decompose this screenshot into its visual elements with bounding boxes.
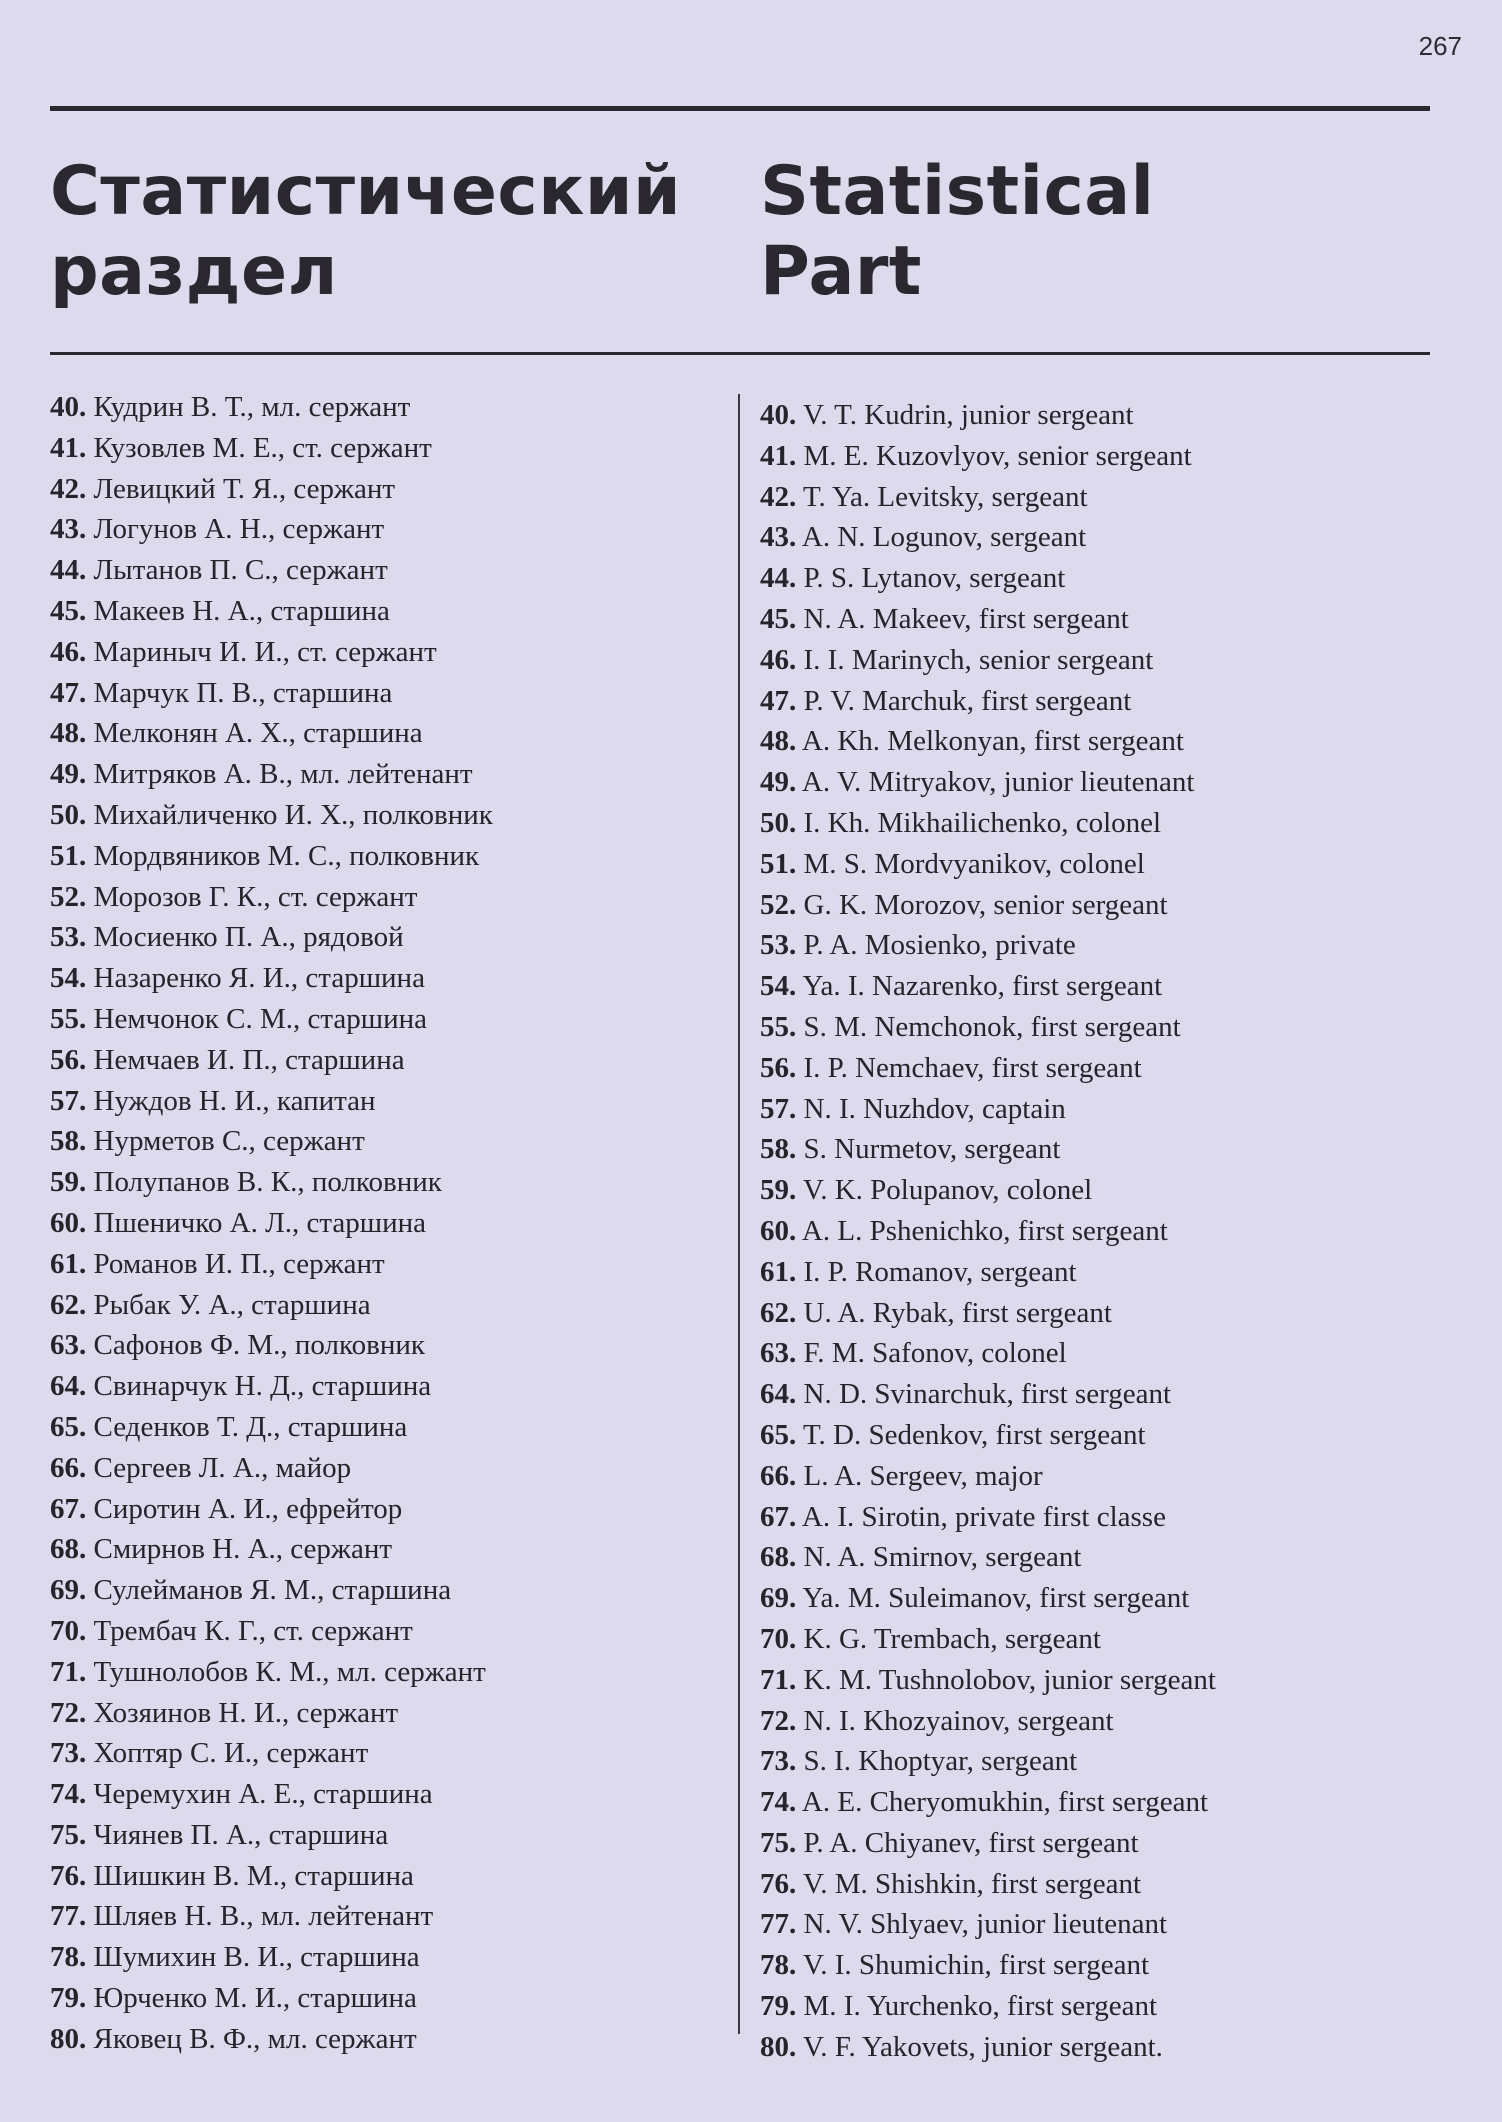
entry-number: 74. [50, 1778, 87, 1811]
entry-number: 64. [760, 1378, 797, 1411]
entry-number: 40. [50, 391, 87, 423]
heading-russian-line2: раздел [50, 232, 338, 311]
list-item [760, 1333, 1216, 1374]
entry-name: P. S. Lytanov, sergeant [803, 562, 1066, 595]
list-item [760, 1456, 1216, 1497]
list-item [50, 428, 493, 469]
list-item [50, 1652, 493, 1693]
list-item [760, 966, 1216, 1007]
list-item [760, 640, 1216, 681]
list-item [50, 1162, 493, 1203]
entry-name: Немчонок С. М., старшина [93, 1002, 427, 1035]
entry-name: P. V. Marchuk, first sergeant [803, 684, 1132, 717]
entry-name: P. A. Mosienko, private [803, 929, 1076, 962]
list-item [760, 885, 1216, 926]
entry-name: N. V. Shlyaev, junior lieutenant [803, 1908, 1168, 1941]
entry-number: 78. [760, 1949, 797, 1982]
list-item [760, 925, 1216, 966]
list-item [760, 558, 1216, 599]
list-item [760, 721, 1216, 762]
entry-number: 72. [760, 1704, 797, 1737]
list-item [760, 1782, 1216, 1823]
list-item [760, 2027, 1216, 2068]
entry-number: 57. [760, 1092, 797, 1125]
entry-name: U. A. Rybak, first sergeant [803, 1296, 1112, 1329]
entry-number: 60. [760, 1214, 797, 1247]
list-item [760, 1619, 1216, 1660]
list-item [760, 1578, 1216, 1619]
entry-name: A. E. Cheryomukhin, first sergeant [801, 1786, 1209, 1819]
list-item [50, 550, 493, 591]
list-item [760, 1374, 1216, 1415]
list-item [760, 1986, 1216, 2027]
entry-number: 43. [50, 513, 87, 546]
list-item [50, 713, 493, 754]
entry-name: Яковец В. Ф., мл. сержант [93, 2022, 417, 2055]
entry-number: 46. [760, 643, 797, 676]
entry-name: N. A. Smirnov, sergeant [803, 1541, 1082, 1574]
entry-number: 79. [50, 1982, 87, 2015]
entry-number: 43. [760, 521, 797, 554]
list-item [50, 591, 493, 632]
entry-name: Рыбак У. А., старшина [93, 1288, 371, 1321]
entry-name: A. V. Mitryakov, junior lieutenant [801, 766, 1195, 799]
entry-name: Мосиенко П. А., рядовой [93, 921, 404, 954]
entry-number: 40. [760, 399, 797, 431]
heading-english [760, 152, 1154, 312]
entry-name: V. I. Shumichin, first sergeant [802, 1949, 1150, 1982]
entry-number: 44. [760, 562, 797, 595]
heading-bottom-rule [50, 352, 1430, 355]
entry-number: 67. [760, 1500, 797, 1533]
entry-name: Кузовлев М. Е., ст. сержант [93, 431, 432, 464]
entry-number: 63. [760, 1337, 797, 1370]
list-item [50, 1815, 493, 1856]
entry-number: 80. [50, 2022, 87, 2055]
entry-name: Романов И. П., сержант [93, 1247, 385, 1280]
list-item [50, 1570, 493, 1611]
list-item [50, 387, 493, 428]
entry-number: 52. [760, 888, 797, 921]
entry-number: 45. [760, 602, 797, 635]
entry-number: 58. [50, 1125, 87, 1158]
entry-number: 55. [50, 1002, 87, 1035]
entry-name: Хоптяр С. И., сержант [93, 1737, 369, 1770]
entry-number: 68. [760, 1541, 797, 1574]
list-item [760, 1007, 1216, 1048]
list-item [50, 877, 493, 918]
entry-name: Немчаев И. П., старшина [93, 1043, 405, 1076]
entry-name: I. P. Nemchaev, first sergeant [803, 1051, 1142, 1084]
entry-name: I. P. Romanov, sergeant [803, 1255, 1077, 1288]
entry-number: 50. [50, 798, 87, 831]
list-item [760, 1904, 1216, 1945]
entry-number: 72. [50, 1696, 87, 1729]
entry-name: Кудрин В. Т., мл. сержант [93, 391, 411, 423]
entry-number: 46. [50, 635, 87, 668]
entry-number: 59. [50, 1166, 87, 1199]
entry-number: 61. [760, 1255, 797, 1288]
entry-number: 65. [760, 1418, 797, 1451]
entry-number: 65. [50, 1410, 87, 1443]
heading-russian-line1: Статистический [50, 152, 682, 231]
entry-name: Юрченко М. И., старшина [93, 1982, 417, 2015]
entry-number: 69. [760, 1582, 797, 1615]
entry-number: 42. [760, 480, 797, 513]
entry-number: 49. [50, 758, 87, 791]
entry-name: A. L. Pshenichko, first sergeant [801, 1214, 1168, 1247]
entry-name: Макеев Н. А., старшина [93, 594, 390, 627]
entry-name: Ya. M. Suleimanov, first sergeant [802, 1582, 1190, 1615]
entry-name: N. A. Makeev, first sergeant [803, 602, 1129, 635]
entry-name: S. Nurmetov, sergeant [803, 1133, 1061, 1166]
list-item [50, 836, 493, 877]
russian-name-list [50, 387, 493, 2060]
entry-name: Сафонов Ф. М., полковник [93, 1329, 425, 1362]
entry-name: K. M. Tushnolobov, junior sergeant [803, 1663, 1216, 1696]
english-name-list [760, 395, 1216, 2068]
entry-name: N. I. Khozyainov, sergeant [803, 1704, 1114, 1737]
entry-number: 59. [760, 1174, 797, 1207]
list-item [760, 844, 1216, 885]
list-item [760, 681, 1216, 722]
list-item [760, 1823, 1216, 1864]
entry-name: Черемухин А. Е., старшина [93, 1778, 433, 1811]
entry-number: 44. [50, 554, 87, 587]
entry-name: Логунов А. Н., сержант [93, 513, 385, 546]
entry-name: Шишкин В. М., старшина [93, 1859, 414, 1892]
entry-number: 60. [50, 1206, 87, 1239]
entry-number: 57. [50, 1084, 87, 1117]
entry-number: 42. [50, 472, 87, 505]
list-item [50, 1121, 493, 1162]
list-item [760, 1497, 1216, 1538]
list-item [50, 1774, 493, 1815]
list-item [50, 469, 493, 510]
entry-number: 47. [50, 676, 87, 709]
entry-number: 64. [50, 1370, 87, 1403]
entry-number: 45. [50, 594, 87, 627]
entry-number: 48. [50, 717, 87, 750]
entry-name: Митряков А. В., мл. лейтенант [93, 758, 473, 791]
entry-number: 68. [50, 1533, 87, 1566]
list-item [50, 1611, 493, 1652]
entry-name: N. I. Nuzhdov, captain [803, 1092, 1066, 1125]
entry-name: Левицкий Т. Я., сержант [93, 472, 396, 505]
list-item [760, 1945, 1216, 1986]
list-item [50, 917, 493, 958]
entry-name: A. Kh. Melkonyan, first sergeant [801, 725, 1184, 758]
entry-number: 51. [760, 847, 797, 880]
entry-number: 75. [760, 1826, 797, 1859]
entry-name: Полупанов В. К., полковник [93, 1166, 442, 1199]
list-item [50, 1448, 493, 1489]
entry-name: Мариныч И. И., ст. сержант [93, 635, 437, 668]
entry-name: Седенков Т. Д., старшина [93, 1410, 408, 1443]
entry-name: Морозов Г. К., ст. сержант [93, 880, 418, 913]
entry-number: 41. [760, 439, 797, 472]
entry-name: K. G. Trembach, sergeant [803, 1622, 1101, 1655]
list-item [760, 1252, 1216, 1293]
list-item [760, 1048, 1216, 1089]
entry-name: Сулейманов Я. М., старшина [93, 1574, 452, 1607]
entry-name: V. K. Polupanov, colonel [802, 1174, 1093, 1207]
list-item [760, 436, 1216, 477]
entry-name: M. S. Mordvyanikov, colonel [803, 847, 1145, 880]
top-rule [50, 106, 1430, 111]
list-item [50, 1081, 493, 1122]
entry-number: 73. [50, 1737, 87, 1770]
list-item [50, 1978, 493, 2019]
entry-name: Мелконян А. Х., старшина [93, 717, 423, 750]
list-item [50, 958, 493, 999]
entry-number: 48. [760, 725, 797, 758]
entry-number: 62. [50, 1288, 87, 1321]
entry-name: L. A. Sergeev, major [803, 1459, 1043, 1492]
entry-number: 77. [50, 1900, 87, 1933]
entry-name: T. Ya. Levitsky, sergeant [802, 480, 1088, 513]
entry-name: G. K. Morozov, senior sergeant [803, 888, 1168, 921]
entry-number: 79. [760, 1990, 797, 2023]
entry-name: Назаренко Я. И., старшина [93, 962, 425, 995]
entry-name: T. D. Sedenkov, first sergeant [802, 1418, 1146, 1451]
list-item [760, 599, 1216, 640]
entry-name: M. E. Kuzovlyov, senior sergeant [803, 439, 1192, 472]
list-item [50, 1693, 493, 1734]
list-item [50, 1203, 493, 1244]
entry-name: Сиротин А. И., ефрейтор [93, 1492, 403, 1525]
list-item [50, 1285, 493, 1326]
entry-number: 70. [50, 1614, 87, 1647]
list-item [760, 1701, 1216, 1742]
entry-number: 76. [760, 1867, 797, 1900]
entry-number: 49. [760, 766, 797, 799]
entry-number: 74. [760, 1786, 797, 1819]
entry-number: 63. [50, 1329, 87, 1362]
entry-number: 53. [50, 921, 87, 954]
entry-name: Трембач К. Г., ст. сержант [93, 1614, 413, 1647]
entry-name: Шумихин В. И., старшина [93, 1941, 420, 1974]
list-item [760, 1170, 1216, 1211]
entry-number: 67. [50, 1492, 87, 1525]
entry-number: 76. [50, 1859, 87, 1892]
entry-name: V. M. Shishkin, first sergeant [802, 1867, 1142, 1900]
list-item [50, 509, 493, 550]
entry-name: Нуждов Н. И., капитан [93, 1084, 376, 1117]
entry-name: Хозяинов Н. И., сержант [93, 1696, 399, 1729]
list-item [760, 1537, 1216, 1578]
entry-name: Сергеев Л. А., майор [93, 1451, 352, 1484]
entry-name: A. I. Sirotin, private first classe [801, 1500, 1166, 1533]
entry-number: 41. [50, 431, 87, 464]
list-item [50, 673, 493, 714]
entry-number: 75. [50, 1818, 87, 1851]
heading-english-line1: Statistical [760, 152, 1155, 231]
entry-number: 56. [50, 1043, 87, 1076]
entry-number: 66. [50, 1451, 87, 1484]
entry-number: 61. [50, 1247, 87, 1280]
list-item [50, 1244, 493, 1285]
entry-number: 62. [760, 1296, 797, 1329]
list-item [50, 1366, 493, 1407]
list-item [50, 999, 493, 1040]
entry-name: S. M. Nemchonok, first sergeant [803, 1010, 1181, 1043]
entry-name: S. I. Khoptyar, sergeant [803, 1745, 1078, 1778]
entry-number: 56. [760, 1051, 797, 1084]
list-item [760, 1660, 1216, 1701]
entry-number: 78. [50, 1941, 87, 1974]
entry-number: 73. [760, 1745, 797, 1778]
entry-name: Марчук П. В., старшина [93, 676, 393, 709]
list-item [50, 754, 493, 795]
column-divider [738, 394, 740, 2034]
entry-name: Шляев Н. В., мл. лейтенант [93, 1900, 434, 1933]
entry-number: 53. [760, 929, 797, 962]
list-item [50, 2019, 493, 2060]
entry-number: 70. [760, 1622, 797, 1655]
heading-russian [50, 152, 681, 312]
entry-name: P. A. Chiyanev, first sergeant [803, 1826, 1139, 1859]
entry-number: 52. [50, 880, 87, 913]
entry-name: V. F. Yakovets, junior sergeant. [802, 2030, 1163, 2063]
list-item [50, 1529, 493, 1570]
entry-name: F. M. Safonov, colonel [803, 1337, 1067, 1370]
list-item [50, 1856, 493, 1897]
list-item [50, 1407, 493, 1448]
list-item [760, 1415, 1216, 1456]
entry-number: 54. [760, 970, 797, 1003]
entry-name: Чиянев П. А., старшина [93, 1818, 389, 1851]
page-number: 267 [1418, 31, 1462, 61]
entry-name: Мордвяников М. С., полковник [93, 839, 480, 872]
entry-name: N. D. Svinarchuk, first sergeant [803, 1378, 1172, 1411]
entry-name: Ya. I. Nazarenko, first sergeant [802, 970, 1163, 1003]
entry-name: Свинарчук Н. Д., старшина [93, 1370, 432, 1403]
list-item [760, 1211, 1216, 1252]
entry-number: 51. [50, 839, 87, 872]
entry-name: Михайличенко И. Х., полковник [93, 798, 493, 831]
entry-name: V. T. Kudrin, junior sergeant [802, 399, 1134, 431]
list-item [760, 1293, 1216, 1334]
entry-name: I. Kh. Mikhailichenko, colonel [803, 806, 1162, 839]
list-item [50, 1489, 493, 1530]
entry-number: 71. [760, 1663, 797, 1696]
list-item [760, 517, 1216, 558]
list-item [760, 762, 1216, 803]
list-item [50, 1325, 493, 1366]
heading-english-line2: Part [760, 232, 922, 311]
entry-name: M. I. Yurchenko, first sergeant [803, 1990, 1158, 2023]
list-item [50, 1040, 493, 1081]
entry-number: 71. [50, 1655, 87, 1688]
entry-name: Пшеничко А. Л., старшина [93, 1206, 427, 1239]
list-item [760, 803, 1216, 844]
list-item [50, 632, 493, 673]
list-item [50, 795, 493, 836]
entry-name: I. I. Marinych, senior sergeant [803, 643, 1154, 676]
entry-number: 80. [760, 2030, 797, 2063]
entry-number: 69. [50, 1574, 87, 1607]
list-item [760, 477, 1216, 518]
list-item [50, 1937, 493, 1978]
list-item [760, 395, 1216, 436]
list-item [760, 1089, 1216, 1130]
entry-number: 77. [760, 1908, 797, 1941]
entry-name: Смирнов Н. А., сержант [93, 1533, 393, 1566]
entry-number: 58. [760, 1133, 797, 1166]
entry-number: 47. [760, 684, 797, 717]
list-item [760, 1129, 1216, 1170]
entry-number: 54. [50, 962, 87, 995]
entry-number: 50. [760, 806, 797, 839]
list-item [50, 1896, 493, 1937]
list-item [760, 1741, 1216, 1782]
list-item [760, 1864, 1216, 1905]
entry-name: A. N. Logunov, sergeant [801, 521, 1087, 554]
list-item [50, 1733, 493, 1774]
entry-name: Тушнолобов К. М., мл. сержант [93, 1655, 486, 1688]
entry-number: 55. [760, 1010, 797, 1043]
entry-number: 66. [760, 1459, 797, 1492]
entry-name: Лытанов П. С., сержант [93, 554, 388, 587]
entry-name: Нурметов С., сержант [93, 1125, 365, 1158]
